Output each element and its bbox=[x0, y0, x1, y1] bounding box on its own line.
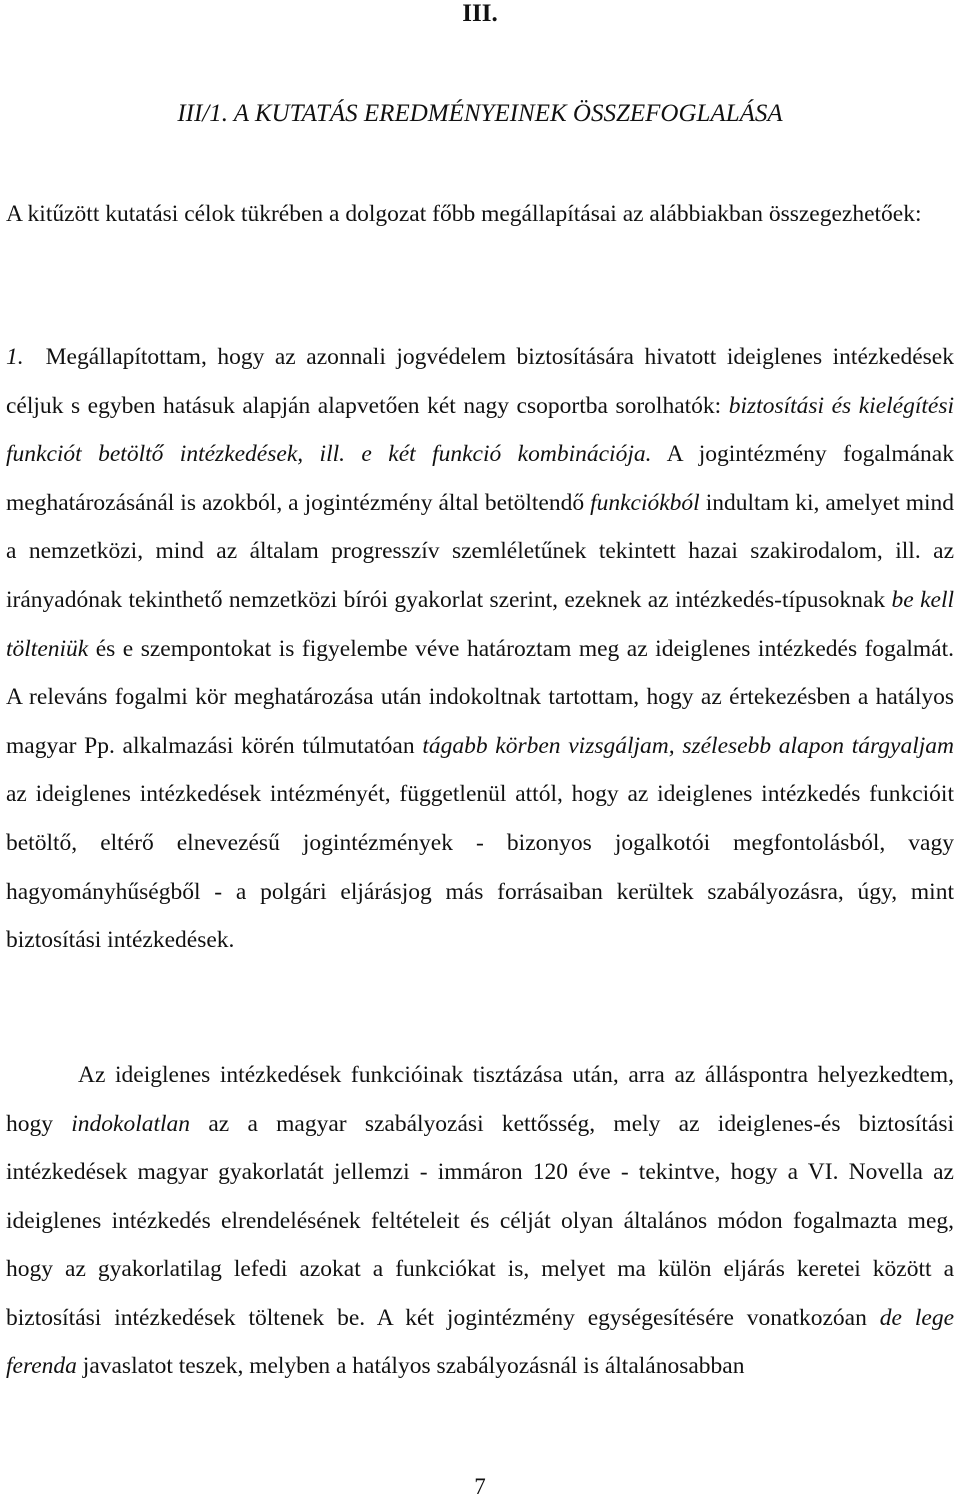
finding-1-paragraph bbox=[6, 333, 954, 965]
finding-2-paragraph bbox=[6, 1051, 954, 1391]
finding-1-emphasis-b: funkciókból bbox=[590, 489, 700, 516]
chapter-number: III. bbox=[462, 0, 498, 27]
finding-2-text-b: az a magyar szabályozási kettősség, mely az ideiglenes-és biztosítási intézkedések magyar gyakorlatát jellemzi - immáron 120 éve - tekintve, hogy a VI. Novella az ideiglenes intézkedés elrendelésének feltételeit és célját olyan általános módon fogalmazta meg, hogy az gyakorlatilag lefedi azokat a funkciókat is, melyet ma külön eljárás keretei között a biztosítási intézkedések töltenek be. A két jogintézmény egységesítésére vonatkozóan bbox=[6, 1110, 955, 1331]
page-number: 7 bbox=[474, 1474, 486, 1499]
finding-1-text-b: A jogintézmény fogalmának meghatározásánál is azokból, a jogintézmény által betöltendő bbox=[6, 441, 954, 516]
finding-1-text-e: az ideiglenes intézkedések intézményét, függetlenül attól, hogy az ideiglenes intézkedés funkcióit betöltő, eltérő elnevezésű jogintézmények - bizonyos jogalkotói megfontolásból, vagy hagyományhűségből - a polgári eljárásjog más forrásaiban kerültek szabályozásra, úgy, mint biztosítási intézkedések. bbox=[6, 781, 954, 954]
finding-1-emphasis-d: tágabb körben vizsgáljam, szélesebb alapon tárgyaljam bbox=[422, 732, 955, 759]
section-heading: III/1. A KUTATÁS EREDMÉNYEINEK ÖSSZEFOGLALÁSA bbox=[177, 100, 783, 127]
finding-1-text-c: indultam ki, amelyet mind a nemzetközi, mind az általam progresszív szemléletűnek tekintett hazai szakirodalom, ill. az irányadónak tekinthető nemzetközi bírói gyakorlat szerint, ezeknek az intézkedés-típusoknak bbox=[6, 489, 955, 613]
finding-1-emphasis-a: biztosítási és kielégítési funkciót betöltő intézkedések, ill. e két funkció kombinációja. bbox=[6, 392, 954, 468]
intro-paragraph: A kitűzött kutatási célok tükrében a dolgozat főbb megállapításai az alábbiakban összegezhetőek: bbox=[6, 201, 922, 227]
finding-2-text-c: javaslatot teszek, melyben a hatályos szabályozásnál is általánosabban bbox=[82, 1353, 745, 1379]
finding-2-text-a: Az ideiglenes intézkedések funkcióinak tisztázása után, arra az álláspontra helyezkedtem, hogy bbox=[6, 1062, 954, 1137]
finding-2-emphasis-b: de lege ferenda bbox=[6, 1304, 955, 1379]
finding-2-emphasis-a: indokolatlan bbox=[71, 1110, 191, 1137]
finding-1-emphasis-c: be kell tölteniük bbox=[6, 586, 954, 662]
finding-1-text-d: és e szempontokat is figyelembe véve határoztam meg az ideiglenes intézkedés fogalmát. A releváns fogalmi kör meghatározása után indokoltnak tartottam, hogy az értekezésben a hatályos magyar Pp. alkalmazási körén túlmutatóan bbox=[6, 635, 954, 759]
finding-1-text-a: Megállapítottam, hogy az azonnali jogvédelem biztosítására hivatott ideiglenes intézkedések céljuk s egyben hatásuk alapján alapvetően két nagy csoportba sorolhatók: bbox=[6, 344, 954, 419]
finding-1-number: 1. bbox=[6, 344, 24, 370]
